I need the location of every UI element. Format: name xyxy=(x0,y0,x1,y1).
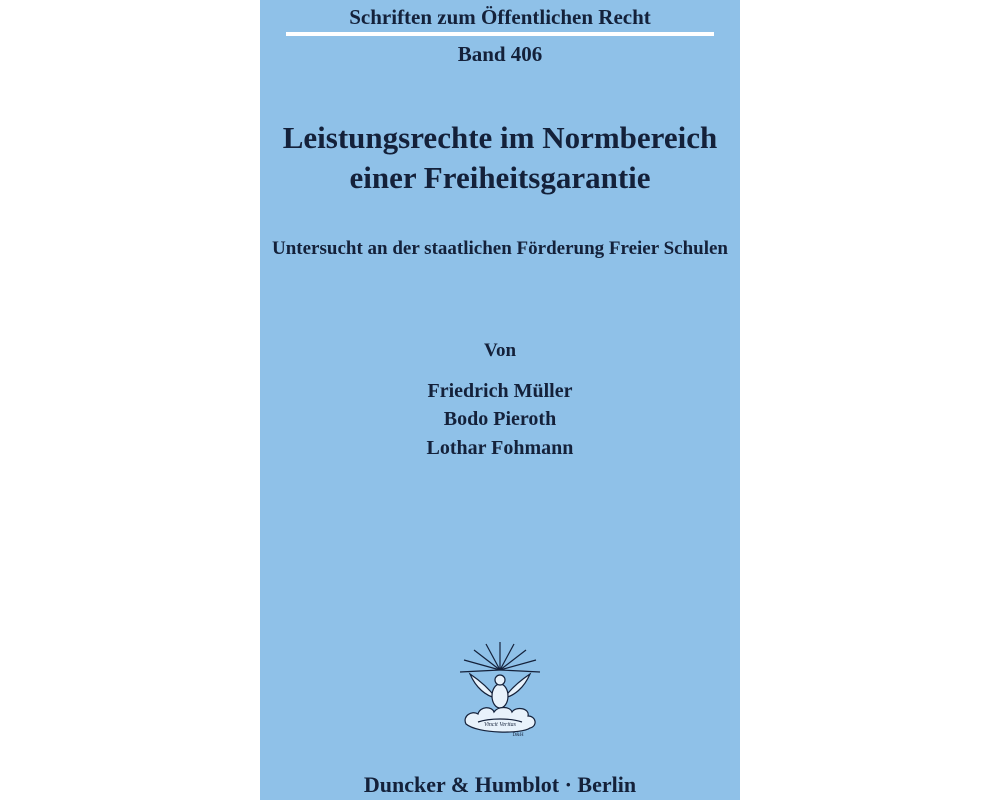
emblem-motto: Vincit Veritas xyxy=(483,722,517,728)
author-2: Bodo Pieroth xyxy=(443,408,557,430)
series-divider xyxy=(286,32,714,36)
emblem-monogram: D&H xyxy=(512,733,524,738)
by-label: Von xyxy=(483,340,517,361)
book-title-line-1: Leistungsrechte im Normbereich xyxy=(282,120,718,155)
author-1: Friedrich Müller xyxy=(427,380,573,402)
publisher-name: Duncker & Humblot · Berlin xyxy=(363,772,637,797)
book-cover xyxy=(260,0,740,800)
series-title: Schriften zum Öffentlichen Recht xyxy=(349,5,651,29)
volume-number: Band 406 xyxy=(457,42,543,66)
book-title-line-2: einer Freiheitsgarantie xyxy=(349,160,651,195)
publisher-eagle-emblem-icon xyxy=(456,640,544,740)
book-subtitle: Untersucht an der staatlichen Förderung Freier Schulen xyxy=(272,238,728,259)
author-3: Lothar Fohmann xyxy=(426,437,574,459)
